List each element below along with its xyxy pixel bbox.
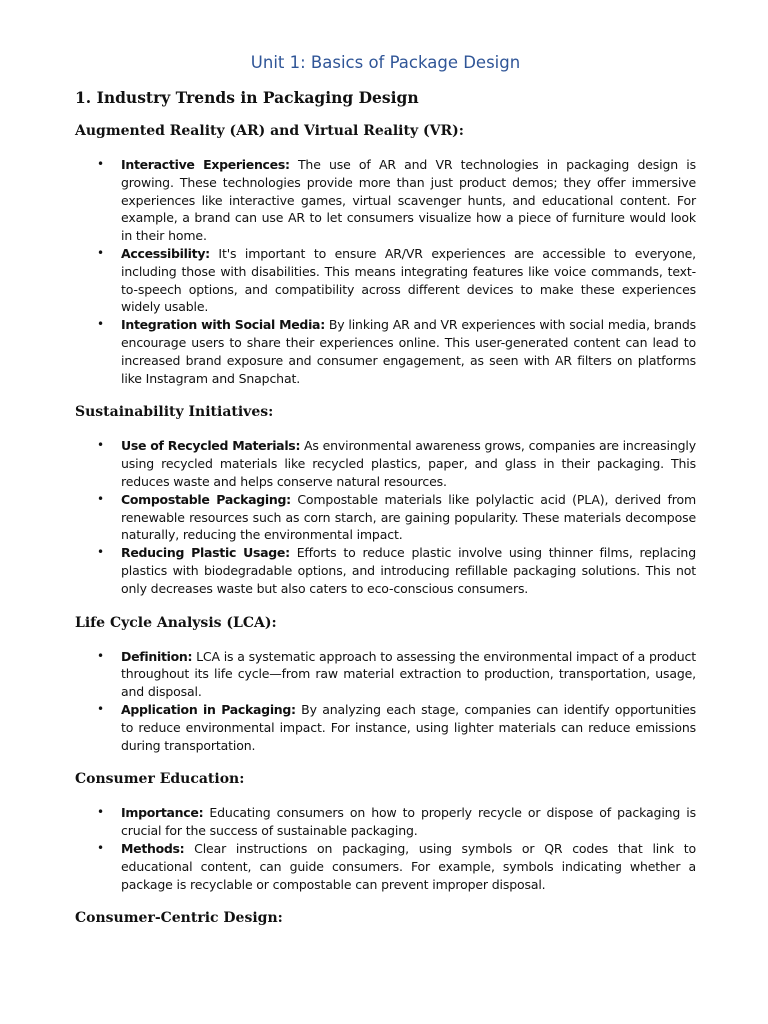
subsection-heading: Augmented Reality (AR) and Virtual Reality (VR): (75, 123, 464, 139)
subsection-consumer-education (75, 770, 696, 893)
bullet-icon: • (97, 701, 104, 716)
item-text: Compostable materials like polylactic acid (PLA), derived from renewable resources such as corn starch, are gaining popularity. These materials decompose naturally, reducing the environmental impact. (121, 491, 696, 543)
item-text: The use of AR and VR technologies in packaging design is growing. These technologies provide more than just product demos; they offer immersive experiences like interactive games, virtual scavenger hunts, and educational content. For example, a brand can use AR to let consumers visualize how a piece of furniture would look in their home. (121, 157, 696, 244)
list-item (75, 156, 696, 245)
bullet-icon: • (97, 438, 104, 453)
list-item (75, 840, 696, 893)
list-item (75, 245, 696, 316)
item-text: Clear instructions on packaging, using symbols or QR codes that link to educational content, can guide consumers. For example, symbols indicating whether a package is recyclable or compostable can prevent improper disposal. (121, 840, 696, 892)
bullet-list (75, 437, 696, 597)
subsection-heading: Sustainability Initiatives: (75, 404, 274, 421)
item-term: Use of Recycled Materials: (121, 438, 301, 454)
subsection-sustainability (75, 403, 696, 597)
document-title: Unit 1: Basics of Package Design (250, 53, 521, 72)
subsection-consumer-centric (75, 909, 696, 927)
bullet-icon: • (97, 545, 104, 560)
bullet-icon: • (97, 840, 104, 855)
list-item (75, 701, 696, 754)
list-item (75, 491, 696, 544)
item-term: Interactive Experiences: (121, 157, 290, 172)
list-item (75, 544, 696, 597)
item-term: Integration with Social Media: (121, 317, 325, 333)
item-term: Definition: (121, 648, 193, 664)
bullet-icon: • (97, 648, 104, 663)
bullet-icon: • (97, 491, 104, 506)
item-text: LCA is a systematic approach to assessing the environmental impact of a product throughout its life cycle—from raw material extraction to production, transportation, usage, and disposal. (121, 648, 697, 700)
subsection-lca (75, 614, 696, 755)
item-text: It's important to ensure AR/VR experiences are accessible to everyone, including those with disabilities. This means integrating features like voice commands, text-to-speech options, and compatibility across different devices to make these experiences widely usable. (121, 245, 697, 315)
list-item (75, 648, 696, 701)
bullet-icon: • (97, 805, 104, 820)
subsection-heading: Life Cycle Analysis (LCA): (75, 614, 277, 631)
section-heading: 1. Industry Trends in Packaging Design (75, 88, 419, 107)
item-term: Application in Packaging: (121, 701, 296, 717)
item-text: Efforts to reduce plastic involve using thinner films, replacing plastics with biodegradable options, and introducing refillable packaging solutions. This not only decreases waste but also caters to eco-conscious consumers. (121, 545, 696, 596)
item-term: Methods: (121, 840, 185, 856)
item-text: As environmental awareness grows, companies are increasingly using recycled materials like recycled plastics, paper, and glass in their packaging. This reduces waste and helps conserve natural resources. (121, 438, 696, 489)
list-item (75, 316, 696, 387)
subsection-heading: Consumer Education: (75, 771, 245, 788)
bullet-list (75, 804, 696, 893)
item-text: By linking AR and VR experiences with social media, brands encourage users to share their experiences online. This user-generated content can lead to increased brand exposure and consumer engagement, as seen with AR filters on platforms like Instagram and Snapchat. (121, 317, 696, 386)
bullet-icon: • (97, 317, 104, 332)
item-term: Accessibility: (121, 245, 210, 261)
bullet-icon: • (97, 245, 104, 260)
item-term: Reducing Plastic Usage: (121, 545, 290, 561)
item-text: By analyzing each stage, companies can identify opportunities to reduce environmental impact. For instance, using lighter materials can reduce emissions during transportation. (121, 701, 696, 753)
subsection-heading: Consumer-Centric Design: (75, 910, 283, 927)
list-item (75, 804, 696, 840)
bullet-icon: • (97, 157, 104, 171)
item-term: Importance: (121, 805, 204, 821)
bullet-list (75, 156, 696, 387)
item-text: Educating consumers on how to properly recycle or dispose of packaging is crucial for the success of sustainable packaging. (121, 805, 696, 839)
subsection-ar-vr (75, 122, 696, 387)
document-page (75, 52, 696, 943)
item-term: Compostable Packaging: (121, 491, 291, 507)
list-item (75, 437, 696, 490)
bullet-list (75, 648, 696, 755)
